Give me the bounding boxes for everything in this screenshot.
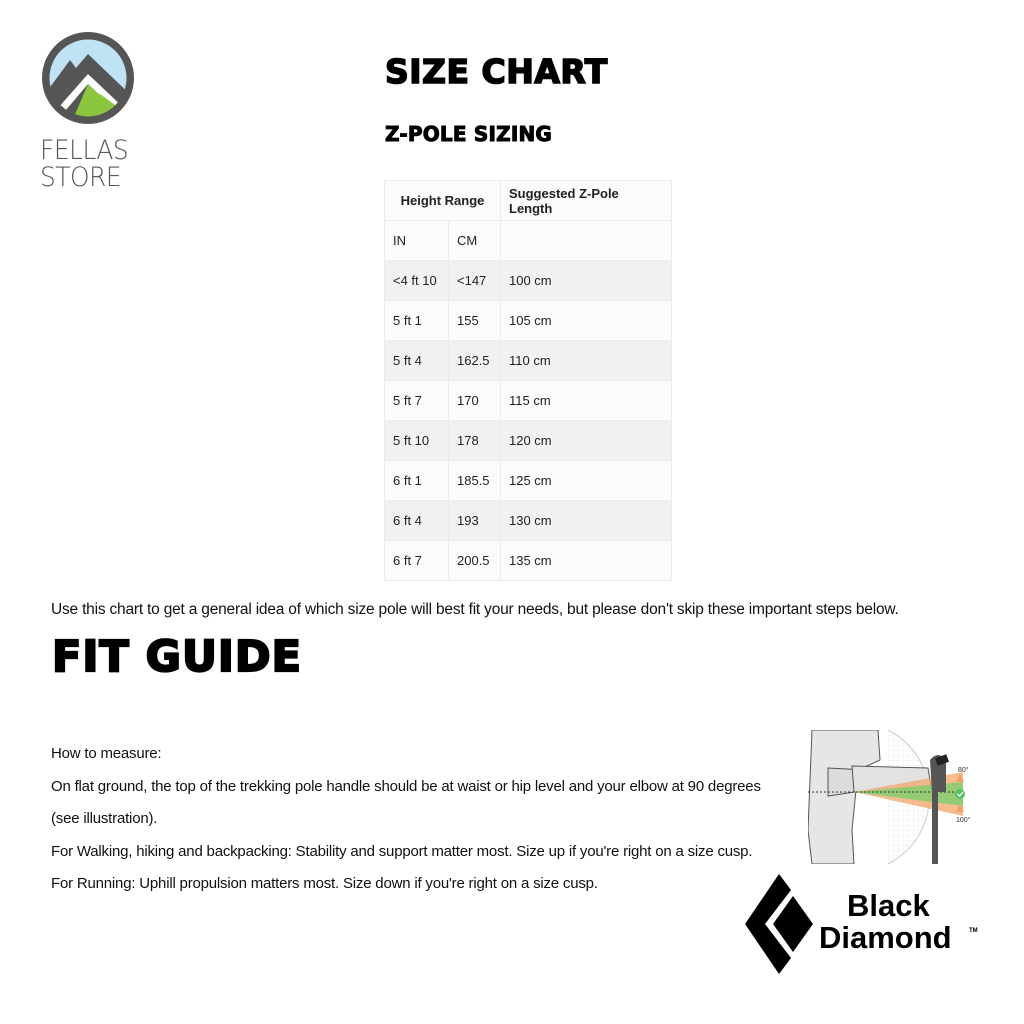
angle-100-label: 100° [956, 817, 971, 824]
table-row [385, 261, 672, 301]
table-row [385, 501, 672, 541]
cell-in: 6 ft 1 [385, 461, 449, 501]
fit-guide-title: FIT GUIDE [52, 632, 302, 682]
guide-line-how-to-measure: How to measure: [51, 745, 162, 762]
page-title: SIZE CHART [385, 52, 608, 91]
cell-length: 120 cm [501, 421, 672, 461]
cell-in: <4 ft 10 [385, 261, 449, 301]
trademark-mark: TM [969, 928, 978, 934]
cell-length: 135 cm [501, 541, 672, 581]
black-diamond-icon [743, 872, 815, 976]
cell-length: 130 cm [501, 501, 672, 541]
cell-in: 5 ft 1 [385, 301, 449, 341]
header-suggested-length: Suggested Z-Pole Length [501, 181, 672, 221]
check-icon [955, 789, 965, 799]
guide-line-flat-ground: On flat ground, the top of the trekking pole handle should be at waist or hip level and your elbow at 90 degrees (see illustration). [51, 777, 761, 827]
store-name-line2: STORE [40, 162, 122, 193]
table-row [385, 461, 672, 501]
cell-cm: 170 [449, 381, 501, 421]
wordmark-black: Black [847, 888, 930, 923]
table-row [385, 341, 672, 381]
store-name-line1: FELLAS [40, 135, 129, 166]
size-table [384, 180, 672, 581]
cell-cm: 178 [449, 421, 501, 461]
elbow-angle-illustration [808, 730, 978, 864]
table-row [385, 301, 672, 341]
cell-length: 110 cm [501, 341, 672, 381]
store-name [40, 137, 150, 191]
cell-cm: 193 [449, 501, 501, 541]
wordmark-diamond: Diamond [819, 920, 952, 955]
table-row [385, 421, 672, 461]
cell-in: 5 ft 10 [385, 421, 449, 461]
cell-in: 6 ft 7 [385, 541, 449, 581]
cell-length: 125 cm [501, 461, 672, 501]
intro-text: Use this chart to get a general idea of which size pole will best fit your needs, but please don't skip these important steps below. [51, 601, 899, 618]
cell-length: 115 cm [501, 381, 672, 421]
table-units-row [385, 221, 672, 261]
unit-in: IN [385, 221, 449, 261]
cell-length: 105 cm [501, 301, 672, 341]
unit-empty [501, 221, 672, 261]
table-row [385, 541, 672, 581]
fit-guide-text [51, 738, 791, 901]
mountain-circle-icon [40, 30, 136, 126]
header-height-range: Height Range [385, 181, 501, 221]
angle-80-label: 80° [958, 767, 969, 774]
guide-line-walking: For Walking, hiking and backpacking: Stability and support matter most. Size up if you're right on a size cusp. [51, 842, 753, 860]
table-header-row [385, 181, 672, 221]
cell-in: 6 ft 4 [385, 501, 449, 541]
fellas-store-logo [40, 30, 150, 191]
guide-line-running: For Running: Uphill propulsion matters most. Size down if you're right on a size cusp. [51, 875, 598, 892]
cell-cm: <147 [449, 261, 501, 301]
table-row [385, 381, 672, 421]
cell-cm: 185.5 [449, 461, 501, 501]
cell-cm: 155 [449, 301, 501, 341]
section-subtitle: Z-POLE SIZING [385, 122, 553, 146]
black-diamond-wordmark [819, 888, 978, 955]
cell-cm: 200.5 [449, 541, 501, 581]
cell-length: 100 cm [501, 261, 672, 301]
black-diamond-logo [743, 872, 983, 976]
cell-cm: 162.5 [449, 341, 501, 381]
unit-cm: CM [449, 221, 501, 261]
cell-in: 5 ft 7 [385, 381, 449, 421]
cell-in: 5 ft 4 [385, 341, 449, 381]
